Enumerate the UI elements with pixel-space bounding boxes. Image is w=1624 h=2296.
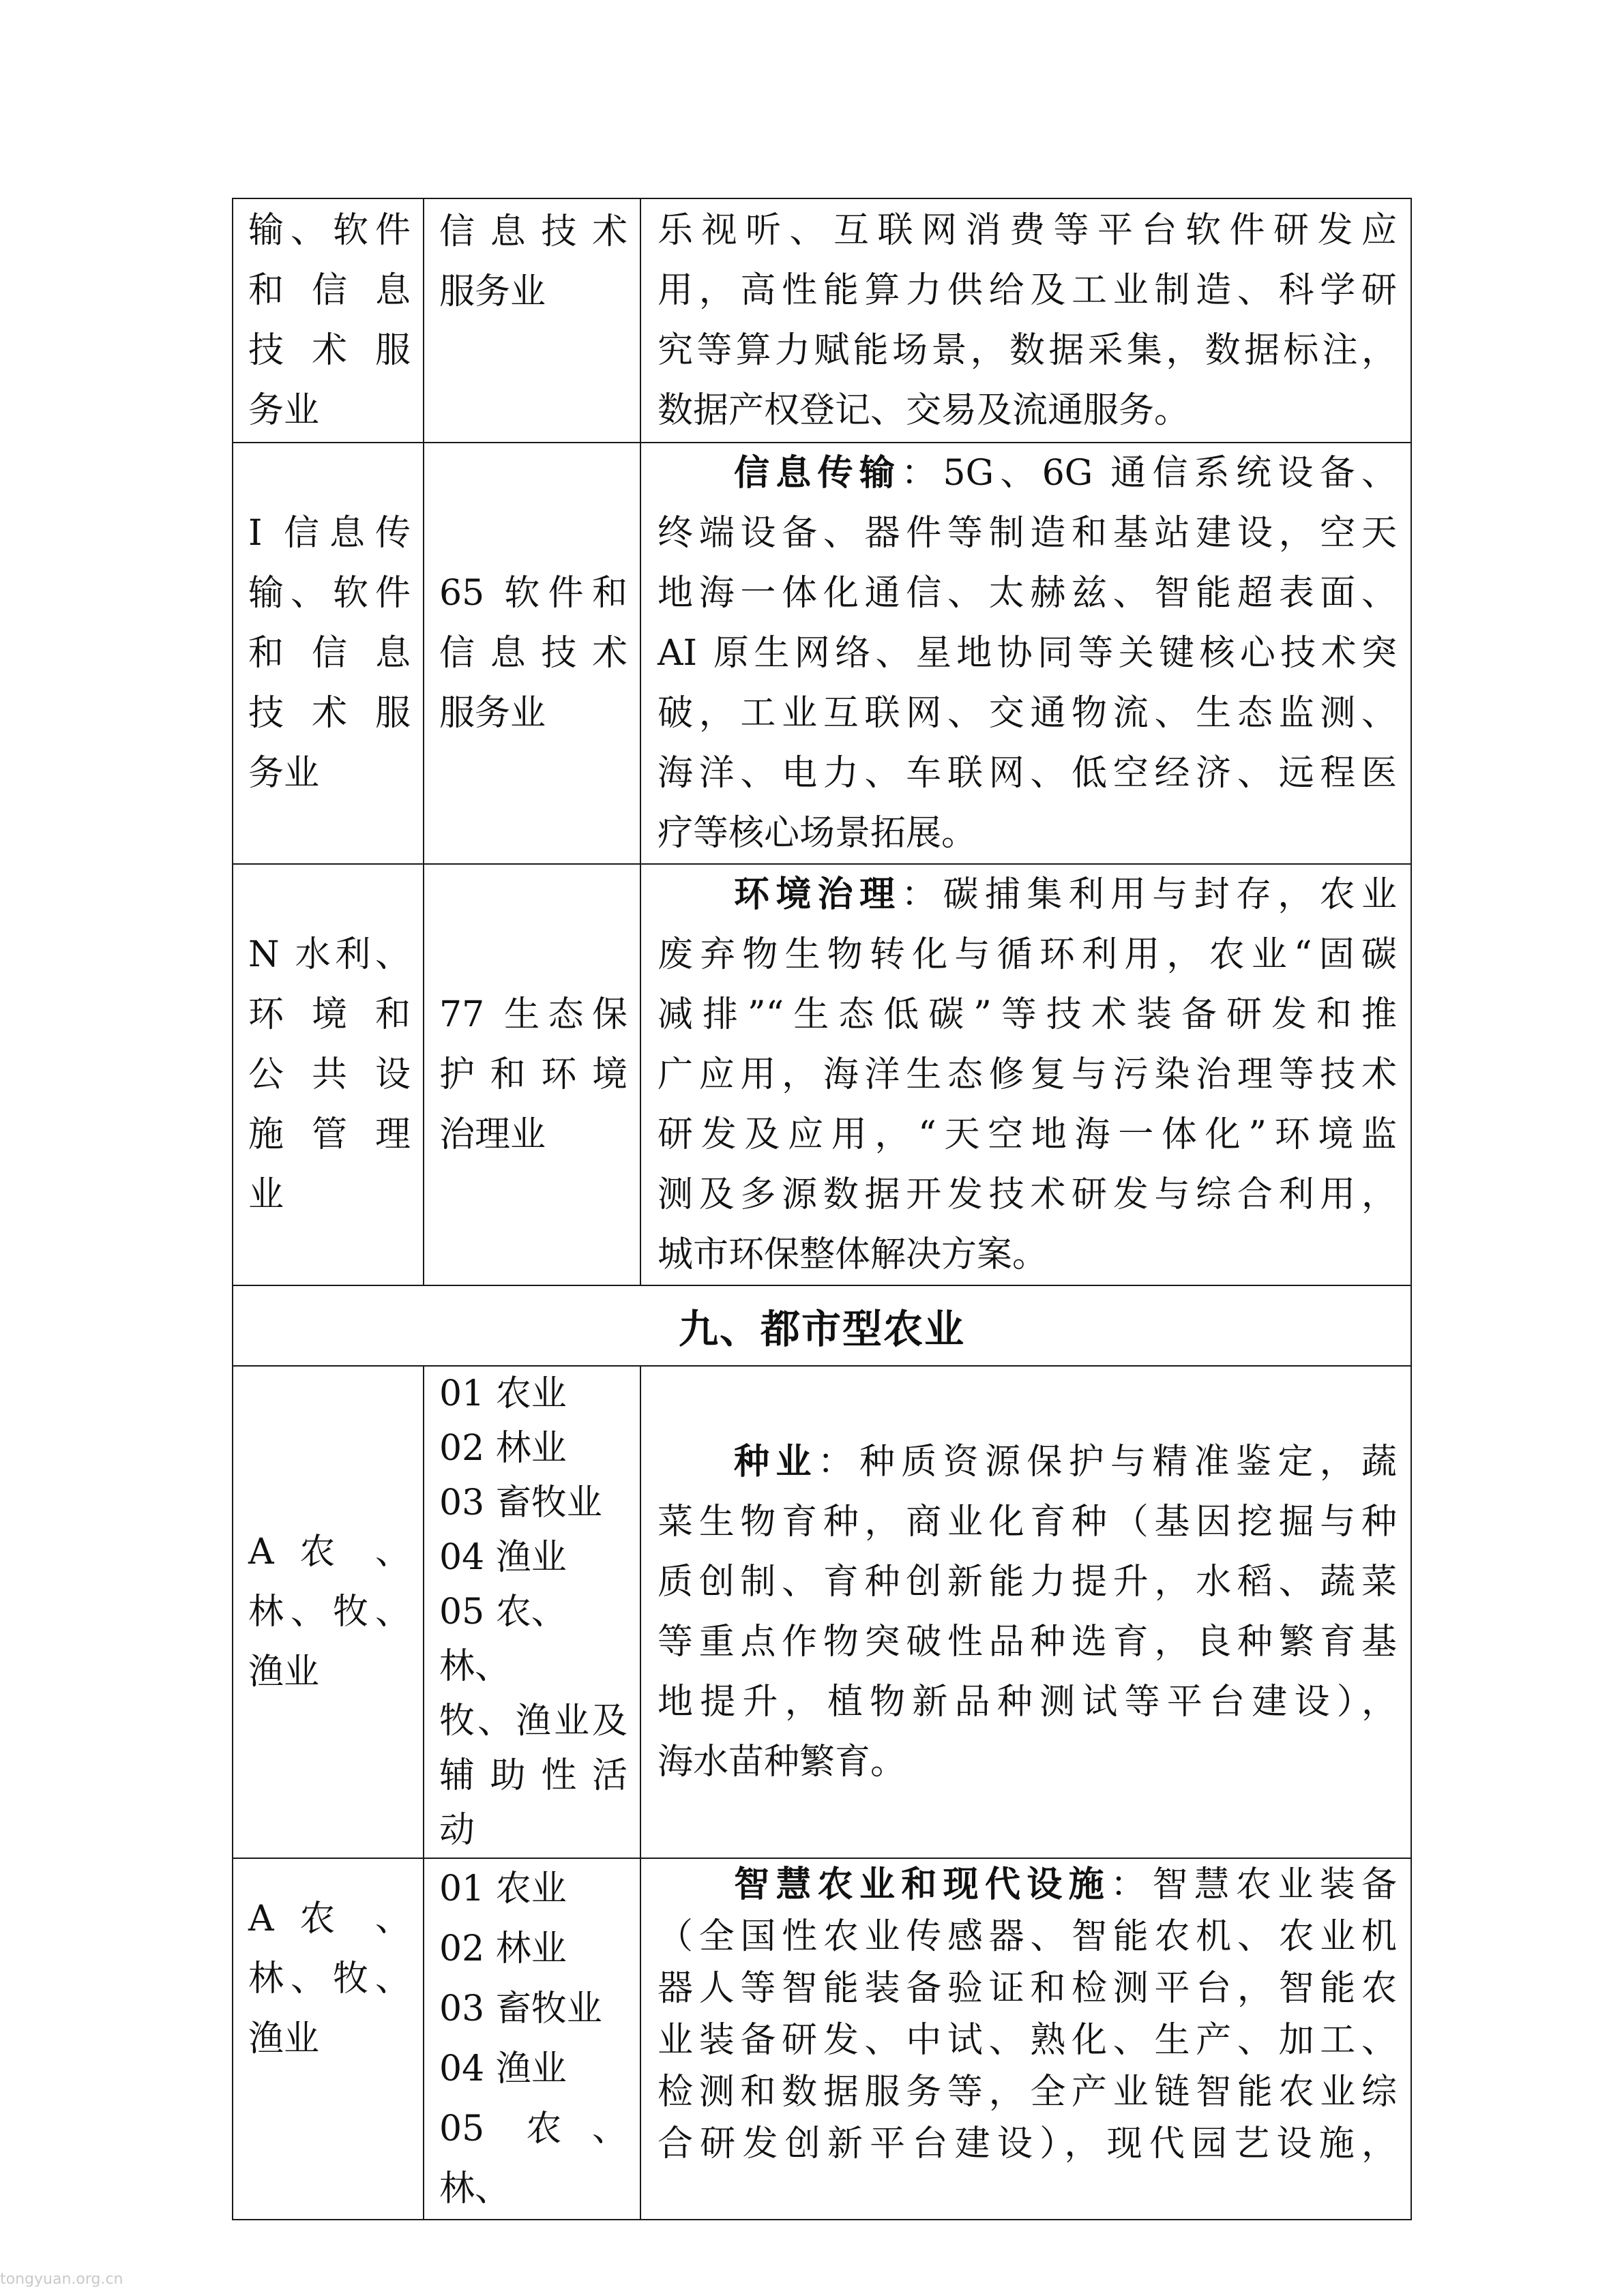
table-row bbox=[233, 198, 1411, 443]
content-cell: 乐视听、互联网消费等平台软件研发应 用，高性能算力供给及工业制造、科学研 究等算力赋能场景，数据采集，数据标注， 数据产权登记、交易及流通服务。 bbox=[640, 198, 1411, 443]
category-cell: N 水利、 环 境 和 公 共 设 施 管 理 业 bbox=[233, 864, 424, 1285]
content-cell: 信息传输：5G、6G 通信系统设备、 终端设备、器件等制造和基站建设，空天 地海一体化通信、太赫兹、智能超表面、 AI 原生网络、星地协同等关键核心技术突 破，工业互联网、交通物流、生态监测、 海洋、电力、车联网、低空经济、远程医 疗等核心场景拓展。 bbox=[640, 443, 1411, 864]
content-heading: 智慧农业和现代设施 bbox=[734, 1864, 1110, 1905]
section-title: 九、都市型农业 bbox=[233, 1285, 1411, 1366]
content-cell: 环境治理：碳捕集利用与封存，农业 废弃物生物转化与循环利用，农业“固碳 减排”“生态低碳”等技术装备研发和推 广应用，海洋生态修复与污染治理等技术 研发及应用，“天空地海一体化”环境监 测及多源数据开发技术研发与综合利用， 城市环保整体解决方案。 bbox=[640, 864, 1411, 1285]
content-cell: 种业：种质资源保护与精准鉴定，蔬 菜生物育种，商业化育种（基因挖掘与种 质创制、育种创新能力提升，水稻、蔬菜 等重点作物突破性品种选育，良种繁育基 地提升，植物新品种测试等平台建设）， 海水苗种繁育。 bbox=[640, 1366, 1411, 1858]
subcategory-cell: 01 农业 02 林业 03 畜牧业 04 渔业 05 农、林、 bbox=[424, 1858, 640, 2220]
industry-table bbox=[232, 198, 1412, 2220]
content-heading: 种业 bbox=[734, 1441, 818, 1482]
subcategory-cell: 77 生态保 护和环境 治理业 bbox=[424, 864, 640, 1285]
watermark-text: tongyuan.org.cn bbox=[0, 2271, 123, 2288]
category-cell: I 信息传 输、软件 和 信 息 技 术 服 务业 bbox=[233, 443, 424, 864]
category-cell: A 农 、 林、牧、 渔业 bbox=[233, 1858, 424, 2220]
subcategory-cell: 01 农业 02 林业 03 畜牧业 04 渔业 05 农、林、 牧、渔业及 辅助性活 动 bbox=[424, 1366, 640, 1858]
content-cell: 智慧农业和现代设施：智慧农业装备 （全国性农业传感器、智能农机、农业机 器人等智能装备验证和检测平台，智能农 业装备研发、中试、熟化、生产、加工、 检测和数据服务等，全产业链智能农业综 合研发创新平台建设），现代园艺设施， bbox=[640, 1858, 1411, 2220]
subcategory-cell: 信息技术 服务业 bbox=[424, 198, 640, 443]
content-heading: 信息传输 bbox=[734, 452, 902, 494]
section-row bbox=[233, 1285, 1411, 1366]
content-heading: 环境治理 bbox=[734, 874, 902, 915]
category-cell: A 农 、 林、牧、 渔业 bbox=[233, 1366, 424, 1858]
table-row bbox=[233, 1858, 1411, 2220]
subcategory-cell: 65 软件和 信息技术 服务业 bbox=[424, 443, 640, 864]
table-row bbox=[233, 1366, 1411, 1858]
table-row bbox=[233, 443, 1411, 864]
category-cell: 输、软件 和 信 息 技 术 服 务业 bbox=[233, 198, 424, 443]
table-row bbox=[233, 864, 1411, 1285]
